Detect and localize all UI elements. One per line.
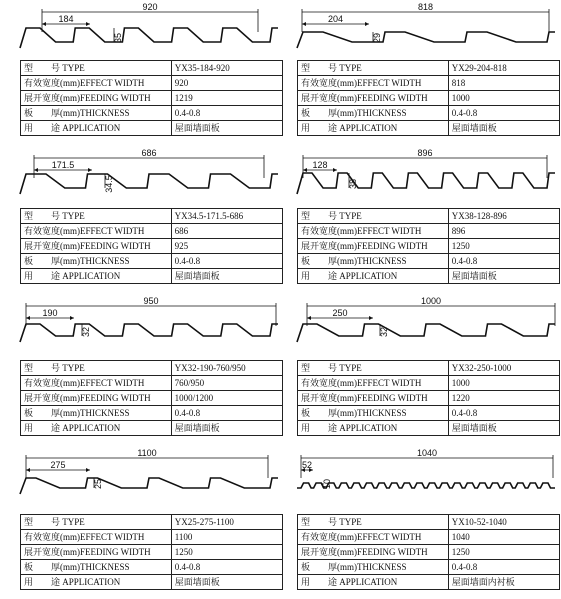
pitch-label: 128	[312, 160, 328, 170]
spec-value: 1000/1200	[171, 391, 282, 406]
pitch-label: 190	[42, 308, 58, 318]
spec-label: 有效宽度(mm)EFFECT WIDTH	[21, 224, 172, 239]
spec-value: 1250	[171, 545, 282, 560]
height-label: 35	[113, 32, 123, 44]
height-label: 38	[348, 178, 358, 190]
profile-outline	[20, 28, 278, 48]
spec-table	[20, 208, 283, 284]
spec-value: YX32-250-1000	[448, 361, 559, 376]
spec-label: 板 厚(mm)THICKNESS	[21, 560, 172, 575]
spec-row-type	[298, 209, 560, 224]
spec-value: 屋面墙面板	[448, 421, 559, 436]
spec-label: 板 厚(mm)THICKNESS	[298, 560, 449, 575]
profile-diagram	[297, 148, 560, 202]
spec-row-type	[21, 61, 283, 76]
spec-label: 板 厚(mm)THICKNESS	[298, 254, 449, 269]
spec-row-thickness	[21, 406, 283, 421]
spec-row-effect-width	[298, 376, 560, 391]
spec-label: 板 厚(mm)THICKNESS	[298, 406, 449, 421]
spec-row-type	[298, 361, 560, 376]
spec-table	[297, 360, 560, 436]
spec-label: 展开宽度(mm)FEEDING WIDTH	[21, 91, 172, 106]
spec-row-thickness	[298, 254, 560, 269]
height-label: 10	[322, 478, 332, 490]
spec-value: 0.4-0.8	[171, 106, 282, 121]
spec-label: 用 途 APPLICATION	[298, 421, 449, 436]
spec-value: YX35-184-920	[171, 61, 282, 76]
spec-row-thickness	[298, 560, 560, 575]
spec-row-application	[298, 575, 560, 590]
profile-svg	[297, 296, 560, 350]
height-label: 25	[93, 478, 103, 490]
spec-value: 屋面墙面板	[171, 121, 282, 136]
spec-row-thickness	[21, 106, 283, 121]
spec-row-thickness	[298, 406, 560, 421]
spec-value: 1250	[448, 545, 559, 560]
spec-row-feeding-width	[21, 239, 283, 254]
spec-value: 1100	[171, 530, 282, 545]
pitch-label: 250	[332, 308, 348, 318]
spec-row-type	[21, 209, 283, 224]
profile-outline	[20, 174, 278, 194]
spec-row-feeding-width	[21, 91, 283, 106]
spec-label: 有效宽度(mm)EFFECT WIDTH	[21, 376, 172, 391]
spec-value: YX34.5-171.5-686	[171, 209, 282, 224]
spec-value: 1250	[448, 239, 559, 254]
pitch-label: 204	[327, 14, 344, 24]
spec-label: 用 途 APPLICATION	[21, 575, 172, 590]
spec-table	[297, 60, 560, 136]
spec-label: 有效宽度(mm)EFFECT WIDTH	[298, 376, 449, 391]
pitch-arrow	[303, 168, 307, 172]
overall-width-label: 920	[142, 2, 158, 12]
spec-label: 有效宽度(mm)EFFECT WIDTH	[21, 530, 172, 545]
spec-label: 型 号 TYPE	[21, 515, 172, 530]
spec-value: 屋面墙面板	[171, 575, 282, 590]
spec-label: 展开宽度(mm)FEEDING WIDTH	[298, 391, 449, 406]
spec-value: 屋面墙面板	[448, 121, 559, 136]
spec-value: 0.4-0.8	[448, 560, 559, 575]
profile-outline	[297, 32, 555, 48]
spec-row-thickness	[298, 106, 560, 121]
height-label: 32	[379, 326, 389, 338]
overall-width-label: 1100	[137, 448, 157, 458]
spec-value: YX32-190-760/950	[171, 361, 282, 376]
spec-value: 760/950	[171, 376, 282, 391]
height-label: 29	[372, 32, 382, 44]
profile-diagram	[297, 296, 560, 350]
pitch-arrow	[86, 22, 90, 26]
pitch-arrow	[307, 316, 311, 320]
spec-label: 板 厚(mm)THICKNESS	[21, 106, 172, 121]
pitch-arrow	[26, 468, 30, 472]
spec-table	[20, 514, 283, 590]
spec-table	[20, 360, 283, 436]
spec-value: 屋面墙面板	[448, 269, 559, 284]
spec-row-feeding-width	[21, 545, 283, 560]
pitch-label: 52	[301, 460, 313, 470]
spec-label: 有效宽度(mm)EFFECT WIDTH	[21, 76, 172, 91]
profile-outline	[297, 324, 555, 342]
spec-row-effect-width	[298, 76, 560, 91]
profile-svg	[20, 2, 283, 56]
spec-label: 型 号 TYPE	[298, 361, 449, 376]
overall-width-label: 1040	[416, 448, 438, 458]
spec-row-feeding-width	[298, 545, 560, 560]
spec-row-feeding-width	[298, 391, 560, 406]
spec-label: 展开宽度(mm)FEEDING WIDTH	[21, 391, 172, 406]
spec-value: 925	[171, 239, 282, 254]
spec-row-type	[298, 61, 560, 76]
spec-value: 920	[171, 76, 282, 91]
profile-svg	[297, 148, 560, 202]
profile-diagram	[20, 2, 283, 56]
spec-row-type	[21, 361, 283, 376]
spec-row-effect-width	[21, 376, 283, 391]
spec-label: 板 厚(mm)THICKNESS	[298, 106, 449, 121]
spec-value: 0.4-0.8	[171, 254, 282, 269]
spec-label: 有效宽度(mm)EFFECT WIDTH	[298, 530, 449, 545]
overall-width-label: 686	[141, 148, 157, 158]
spec-label: 展开宽度(mm)FEEDING WIDTH	[298, 239, 449, 254]
pitch-arrow	[42, 22, 46, 26]
overall-width-label: 1000	[420, 296, 442, 306]
spec-value: YX38-128-896	[448, 209, 559, 224]
spec-value: 0.4-0.8	[448, 406, 559, 421]
spec-value: YX25-275-1100	[171, 515, 282, 530]
profile-diagram	[20, 296, 283, 350]
spec-label: 用 途 APPLICATION	[21, 269, 172, 284]
spec-value: 1000	[448, 91, 559, 106]
spec-table	[297, 208, 560, 284]
spec-value: 屋面墙面板	[171, 421, 282, 436]
spec-row-effect-width	[298, 530, 560, 545]
spec-row-effect-width	[21, 76, 283, 91]
spec-label: 用 途 APPLICATION	[21, 421, 172, 436]
spec-row-thickness	[21, 254, 283, 269]
spec-label: 型 号 TYPE	[298, 209, 449, 224]
spec-row-type	[298, 515, 560, 530]
spec-label: 用 途 APPLICATION	[298, 121, 449, 136]
pitch-arrow	[86, 468, 90, 472]
spec-table	[20, 60, 283, 136]
profile-outline	[20, 478, 278, 494]
pitch-arrow	[365, 22, 369, 26]
spec-value: 0.4-0.8	[448, 254, 559, 269]
spec-row-application	[298, 269, 560, 284]
spec-label: 型 号 TYPE	[298, 515, 449, 530]
spec-value: 1040	[448, 530, 559, 545]
profile-outline	[297, 483, 555, 488]
spec-row-feeding-width	[298, 239, 560, 254]
profile-svg	[20, 148, 283, 202]
spec-label: 有效宽度(mm)EFFECT WIDTH	[298, 224, 449, 239]
profile-svg	[297, 2, 560, 56]
pitch-label: 275	[50, 460, 66, 470]
spec-row-type	[21, 515, 283, 530]
spec-value: 1219	[171, 91, 282, 106]
spec-label: 展开宽度(mm)FEEDING WIDTH	[298, 545, 449, 560]
pitch-arrow	[302, 22, 306, 26]
pitch-arrow	[70, 316, 74, 320]
spec-value: 0.4-0.8	[171, 560, 282, 575]
profile-outline	[20, 324, 278, 342]
spec-value: YX29-204-818	[448, 61, 559, 76]
overall-width-label: 896	[417, 148, 433, 158]
spec-row-effect-width	[298, 224, 560, 239]
pitch-arrow	[34, 168, 38, 172]
spec-value: 1000	[448, 376, 559, 391]
spec-row-application	[298, 421, 560, 436]
spec-value: 1220	[448, 391, 559, 406]
profile-svg	[297, 448, 560, 502]
spec-value: 屋面墙面板	[171, 269, 282, 284]
spec-table	[297, 514, 560, 590]
spec-value: YX10-52-1040	[448, 515, 559, 530]
spec-label: 展开宽度(mm)FEEDING WIDTH	[21, 545, 172, 560]
spec-label: 板 厚(mm)THICKNESS	[21, 406, 172, 421]
pitch-arrow	[333, 168, 337, 172]
spec-label: 型 号 TYPE	[21, 361, 172, 376]
spec-label: 展开宽度(mm)FEEDING WIDTH	[21, 239, 172, 254]
spec-row-effect-width	[21, 530, 283, 545]
spec-row-thickness	[21, 560, 283, 575]
spec-row-application	[21, 121, 283, 136]
spec-value: 896	[448, 224, 559, 239]
pitch-arrow	[26, 316, 30, 320]
pitch-arrow	[88, 168, 92, 172]
spec-label: 用 途 APPLICATION	[298, 575, 449, 590]
profile-diagram	[20, 148, 283, 202]
profile-diagram	[297, 448, 560, 502]
profile-svg	[20, 448, 283, 502]
profile-diagram	[297, 2, 560, 56]
height-label: 34.5	[104, 175, 114, 193]
spec-row-application	[21, 269, 283, 284]
profile-diagram	[20, 448, 283, 502]
spec-row-application	[21, 575, 283, 590]
spec-label: 板 厚(mm)THICKNESS	[21, 254, 172, 269]
spec-label: 用 途 APPLICATION	[21, 121, 172, 136]
pitch-label: 184	[58, 14, 74, 24]
spec-row-application	[298, 121, 560, 136]
spec-value: 818	[448, 76, 559, 91]
profile-outline	[297, 173, 555, 194]
spec-label: 展开宽度(mm)FEEDING WIDTH	[298, 91, 449, 106]
spec-value: 0.4-0.8	[448, 106, 559, 121]
spec-label: 用 途 APPLICATION	[298, 269, 449, 284]
spec-row-feeding-width	[21, 391, 283, 406]
spec-label: 型 号 TYPE	[21, 209, 172, 224]
spec-row-effect-width	[21, 224, 283, 239]
spec-label: 型 号 TYPE	[21, 61, 172, 76]
pitch-arrow	[369, 316, 373, 320]
height-label: 32	[81, 326, 91, 338]
spec-value: 0.4-0.8	[171, 406, 282, 421]
overall-width-label: 950	[143, 296, 159, 306]
spec-value: 屋面墙面内衬板	[448, 575, 559, 590]
spec-row-feeding-width	[298, 91, 560, 106]
pitch-label: 171.5	[51, 160, 75, 170]
spec-value: 686	[171, 224, 282, 239]
profile-svg	[20, 296, 283, 350]
spec-label: 有效宽度(mm)EFFECT WIDTH	[298, 76, 449, 91]
spec-row-application	[21, 421, 283, 436]
overall-width-label: 818	[417, 2, 434, 12]
spec-label: 型 号 TYPE	[298, 61, 449, 76]
